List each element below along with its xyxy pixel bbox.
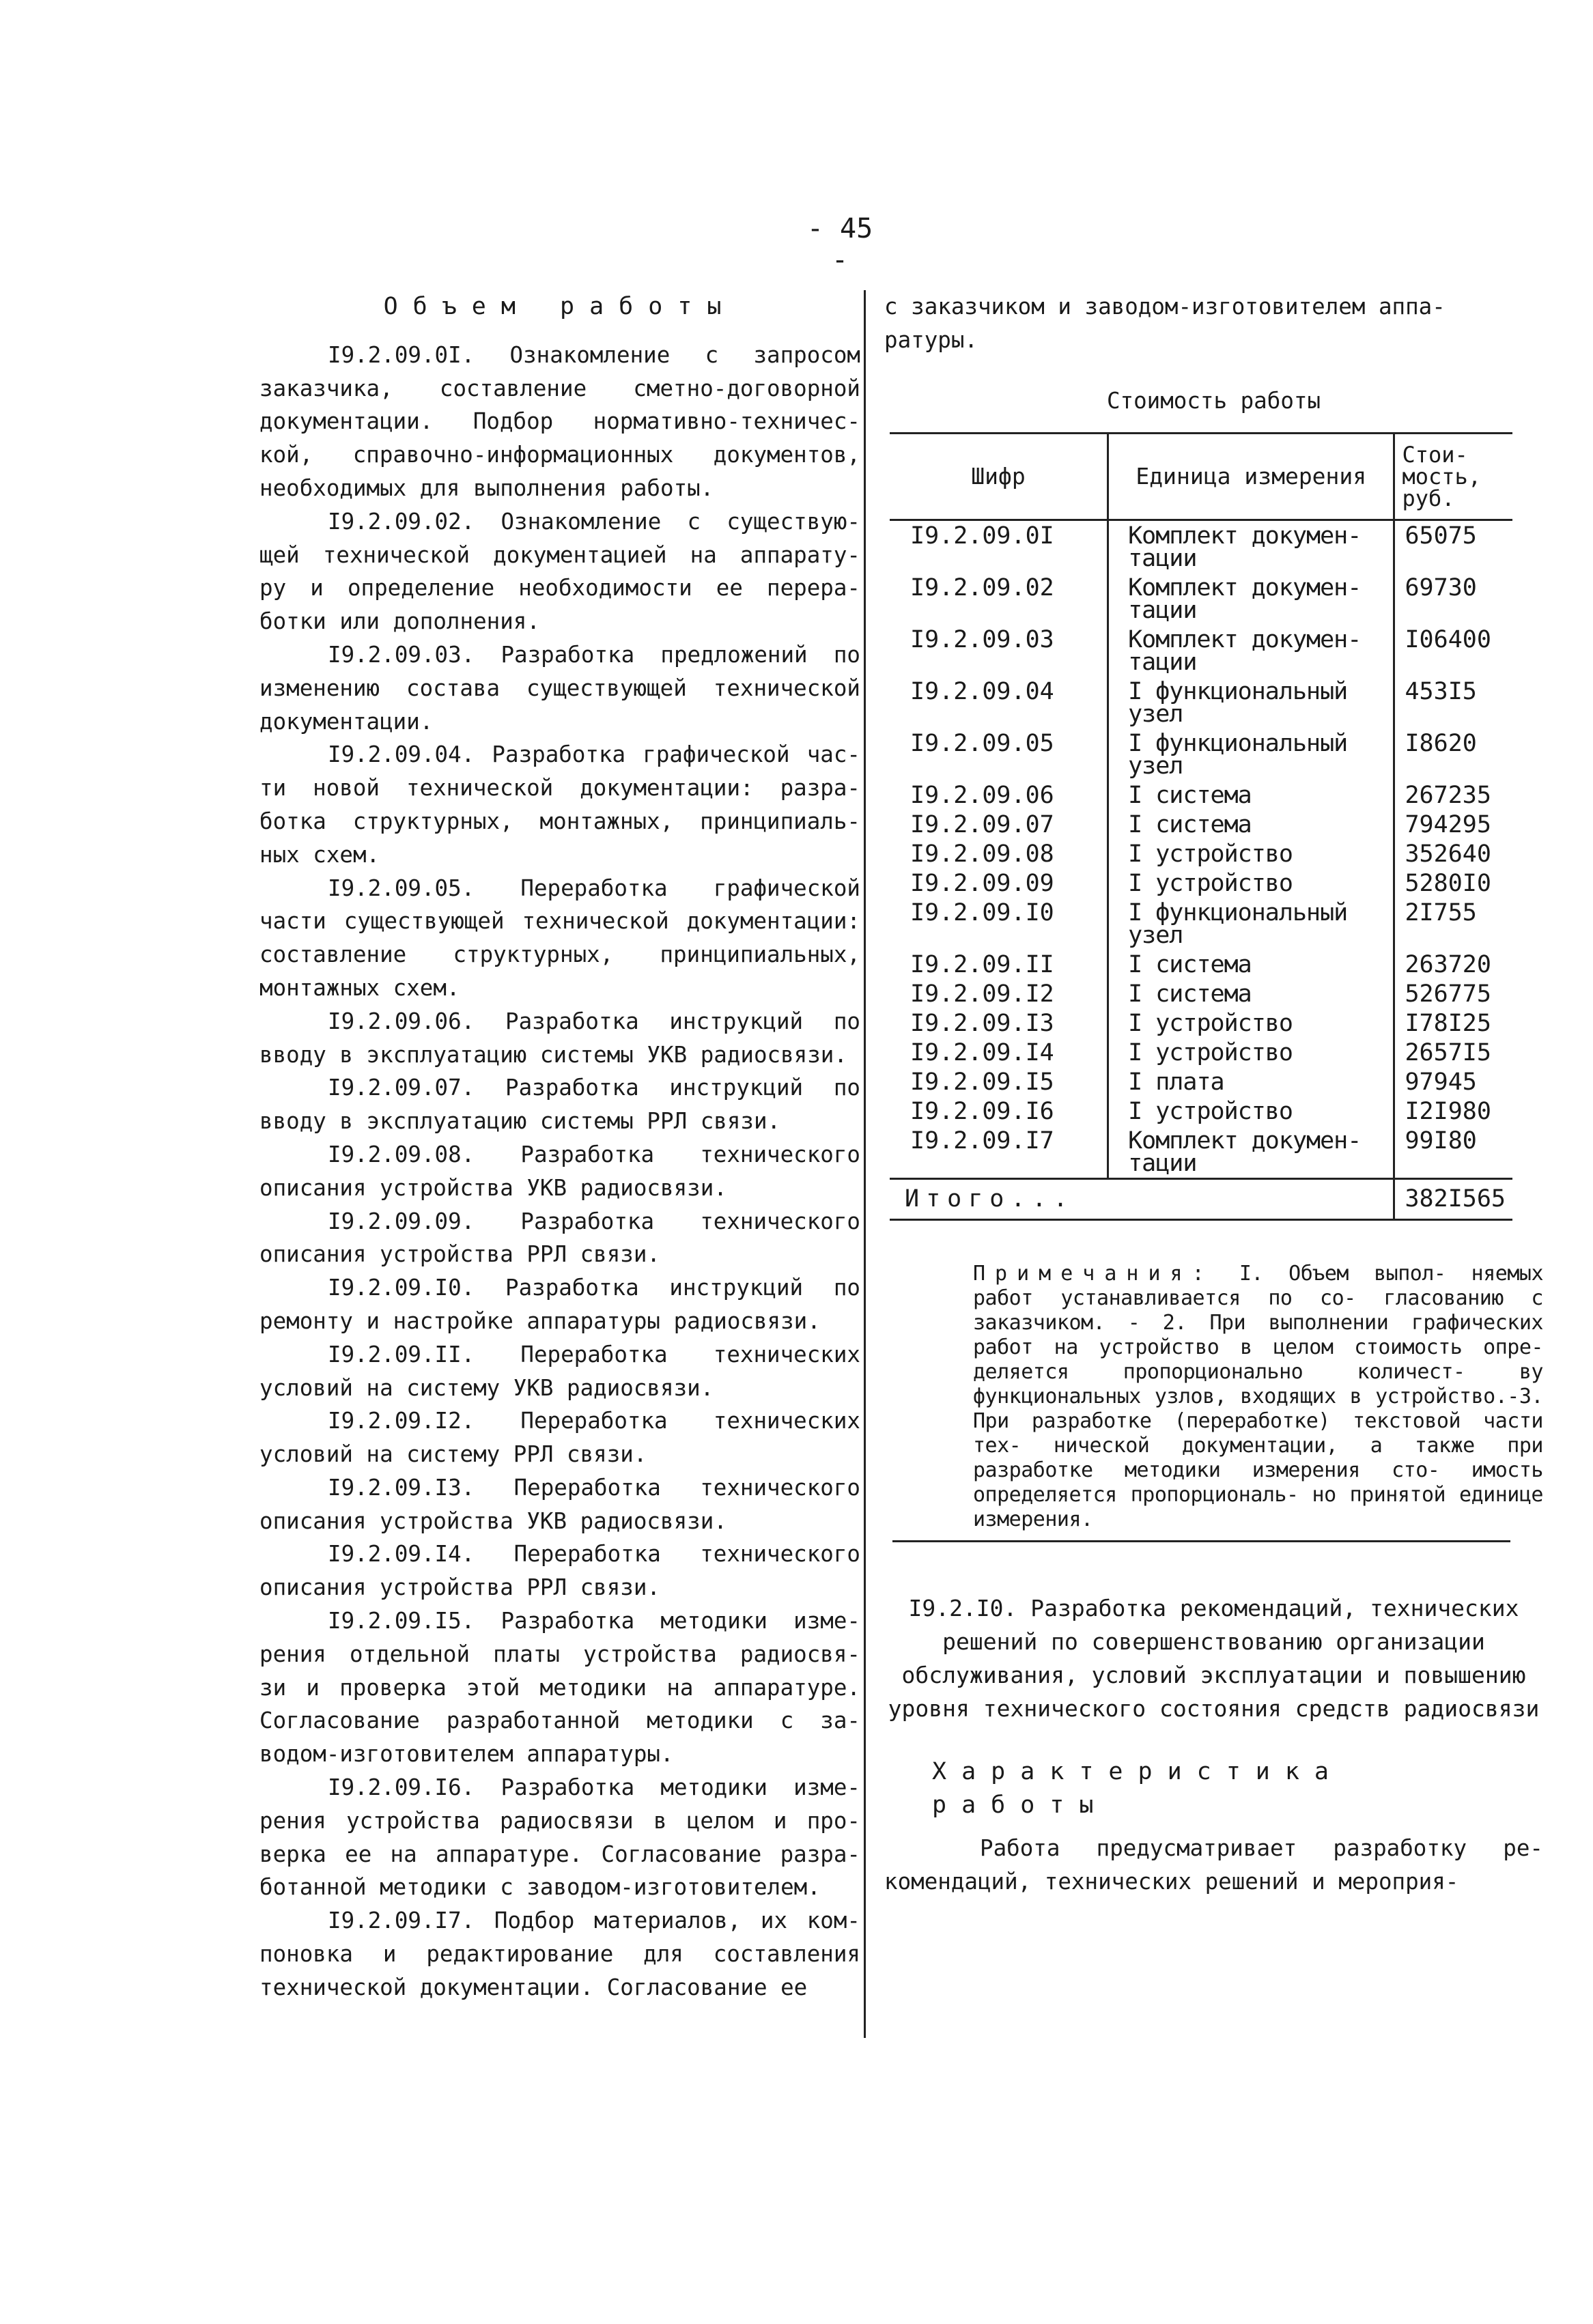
scope-paragraph: I9.2.09.07. Разработка инструкций по вводу в эксплуатацию системы РРЛ связи. [259, 1075, 860, 1135]
table-row [890, 728, 1512, 780]
cost-cell: 794295 [1394, 810, 1512, 839]
cost-cell: 5280I0 [1394, 868, 1512, 898]
table-row [890, 780, 1512, 810]
code-cell: I9.2.09.I4 [910, 1039, 1054, 1067]
cost-cell: 97945 [1394, 1067, 1512, 1096]
scope-paragraph: I9.2.09.I7. Подбор материалов, их ком- поновка и редактирование для составления технической документации. Согласование ее [259, 1908, 860, 2000]
cost-cell: I8620 [1394, 728, 1512, 780]
code-cell: I9.2.09.I5 [910, 1068, 1054, 1096]
code-cell: I9.2.09.05 [910, 730, 1054, 758]
unit-cell: I система [1108, 950, 1394, 979]
cost-cell: I2I980 [1394, 1096, 1512, 1126]
unit-cell: I устройство [1108, 839, 1394, 868]
table-row [890, 677, 1512, 728]
table-row [890, 950, 1512, 979]
cost-cell: 2I755 [1394, 898, 1512, 950]
cost-table [890, 432, 1512, 1221]
table-row [890, 1096, 1512, 1126]
header-unit: Единица измерения [1108, 434, 1394, 520]
table-header-row [890, 434, 1512, 520]
table-row [890, 868, 1512, 898]
code-cell: I9.2.09.I6 [910, 1098, 1054, 1126]
code-cell: I9.2.09.I7 [910, 1127, 1054, 1155]
cost-cell: 263720 [1394, 950, 1512, 979]
cost-cell: 2657I5 [1394, 1038, 1512, 1067]
code-cell: I9.2.09.I2 [910, 980, 1054, 1008]
characteristics-text: Работа предусматривает разработку ре- комендаций, технических решений и мероприя- [884, 1834, 1543, 1895]
scope-paragraph: I9.2.09.II. Переработка технических условий на систему УКВ радиосвязи. [259, 1341, 860, 1401]
table-row [890, 839, 1512, 868]
table-row [890, 520, 1512, 573]
code-cell: I9.2.09.09 [910, 870, 1054, 898]
table-row [890, 573, 1512, 625]
code-cell: I9.2.09.0I [910, 522, 1054, 550]
notes-text: I. Объем выпол- няемых работ устанавливается по со- гласованию с заказчиком. - 2. При выполнении графических работ на устройство в целом стоимость опре- деляется пропорционально количест- ву функциональных узлов, входящих в устройство.-3. При разработке (переработке) текстовой части тех- нической документации, а также при разработке методики измерения сто- имость определяется пропорциональ- но принятой единице измерения. [973, 1262, 1544, 1532]
code-cell: I9.2.09.I0 [910, 899, 1054, 927]
scope-paragraph: I9.2.09.03. Разработка предложений по изменению состава существующей технической документации. [259, 641, 860, 735]
scope-paragraph: I9.2.09.02. Ознакомление с существую- щей технической документацией на аппарату- ру и определение необходимости ее перера- ботки или дополнения. [259, 508, 860, 635]
unit-cell: I плата [1108, 1067, 1394, 1096]
scope-paragraph: I9.2.09.08. Разработка технического описания устройства УКВ радиосвязи. [259, 1141, 860, 1201]
cost-cell: I06400 [1394, 625, 1512, 677]
scope-paragraph: I9.2.09.I5. Разработка методики изме- рения отдельной платы устройства радиосвя- зи и проверка этой методики на аппаратуре. Согласование разработанной методики с за- водом-изготовителем аппаратуры. [259, 1608, 860, 1768]
continuation-text: с заказчиком и заводом-изготовителем аппа- ратуры. [884, 294, 1446, 353]
unit-cell: Комплект докумен- тации [1108, 573, 1394, 625]
unit-cell: I система [1108, 810, 1394, 839]
scope-paragraph: I9.2.09.05. Переработка графической части существующей технической документации: составление структурных, принципиальных, монтажных схем. [259, 875, 860, 1001]
scope-paragraph: I9.2.09.09. Разработка технического описания устройства РРЛ связи. [259, 1208, 860, 1268]
unit-cell: I устройство [1108, 1038, 1394, 1067]
column-divider [864, 290, 866, 2038]
total-label: Итого... [890, 1179, 1394, 1220]
table-row [890, 979, 1512, 1008]
scope-paragraph: I9.2.09.06. Разработка инструкций по вводу в эксплуатацию системы УКВ радиосвязи. [259, 1008, 860, 1068]
table-caption: Стоимость работы [1106, 387, 1321, 414]
unit-cell: I устройство [1108, 1096, 1394, 1126]
unit-cell: I устройство [1108, 1008, 1394, 1038]
section-heading-scope: Объем работы [383, 293, 737, 320]
unit-cell: I функциональный узел [1108, 677, 1394, 728]
cost-cell: I78I25 [1394, 1008, 1512, 1038]
scope-paragraph: I9.2.09.I3. Переработка технического описания устройства УКВ радиосвязи. [259, 1474, 860, 1534]
scope-paragraph: I9.2.09.I4. Переработка технического описания устройства РРЛ связи. [259, 1541, 860, 1601]
subsection-title: I9.2.I0. Разработка рекомендаций, технических решений по совершенствованию организации обслуживания, условий эксплуатации и повышению уровня технического состояния средств радиосвязи [888, 1595, 1540, 1723]
section-heading-characteristics: Характеристика работы [932, 1758, 1344, 1819]
table-row [890, 1067, 1512, 1096]
code-cell: I9.2.09.08 [910, 840, 1054, 868]
scope-paragraph: I9.2.09.0I. Ознакомление с запросом заказчика, составление сметно-договорной документации. Подбор нормативно-техничес- кой, справочно-информационных документов, необходимых для выполнения работы. [259, 341, 860, 501]
unit-cell: I функциональный узел [1108, 898, 1394, 950]
code-cell: I9.2.09.04 [910, 678, 1054, 706]
right-column [884, 290, 1543, 1899]
left-column [259, 290, 860, 2004]
cost-cell: 267235 [1394, 780, 1512, 810]
scope-paragraph: I9.2.09.I0. Разработка инструкций по ремонту и настройке аппаратуры радиосвязи. [259, 1275, 860, 1334]
scope-paragraph: I9.2.09.I2. Переработка технических условий на систему РРЛ связи. [259, 1408, 860, 1468]
page-number: - 45 - [806, 213, 873, 276]
unit-cell: I устройство [1108, 868, 1394, 898]
cost-cell: 99I80 [1394, 1126, 1512, 1179]
unit-cell: Комплект докумен- тации [1108, 1126, 1394, 1179]
code-cell: I9.2.09.II [910, 951, 1054, 979]
cost-cell: 526775 [1394, 979, 1512, 1008]
unit-cell: I функциональный узел [1108, 728, 1394, 780]
total-value: 382I565 [1394, 1179, 1512, 1220]
header-code: Шифр [890, 434, 1108, 520]
scope-paragraph: I9.2.09.I6. Разработка методики изме- рения устройства радиосвязи в целом и про- верка ее на аппаратуре. Согласование разра- ботанной методики с заводом-изготовителем. [259, 1774, 860, 1901]
code-cell: I9.2.09.07 [910, 811, 1054, 839]
code-cell: I9.2.09.02 [910, 574, 1054, 602]
table-row [890, 1038, 1512, 1067]
scope-paragraphs [259, 339, 860, 2004]
unit-cell: I система [1108, 780, 1394, 810]
unit-cell: Комплект докумен- тации [1108, 520, 1394, 573]
cost-table-body [890, 520, 1512, 1179]
total-row [890, 1179, 1512, 1220]
code-cell: I9.2.09.06 [910, 782, 1054, 810]
table-row [890, 1008, 1512, 1038]
table-row [890, 625, 1512, 677]
unit-cell: I система [1108, 979, 1394, 1008]
header-cost: Стои- мость, руб. [1394, 434, 1512, 520]
code-cell: I9.2.09.I3 [910, 1010, 1054, 1038]
table-row [890, 810, 1512, 839]
cost-cell: 69730 [1394, 573, 1512, 625]
cost-cell: 453I5 [1394, 677, 1512, 728]
notes-label: Примечания: [973, 1262, 1214, 1286]
table-row [890, 898, 1512, 950]
notes-rule [892, 1540, 1510, 1542]
unit-cell: Комплект докумен- тации [1108, 625, 1394, 677]
notes [973, 1262, 1543, 1532]
code-cell: I9.2.09.03 [910, 626, 1054, 654]
cost-cell: 65075 [1394, 520, 1512, 573]
cost-cell: 352640 [1394, 839, 1512, 868]
table-row [890, 1126, 1512, 1179]
scope-paragraph: I9.2.09.04. Разработка графической час- ти новой технической документации: разра- ботка структурных, монтажных, принципиаль- ных схем. [259, 741, 860, 868]
